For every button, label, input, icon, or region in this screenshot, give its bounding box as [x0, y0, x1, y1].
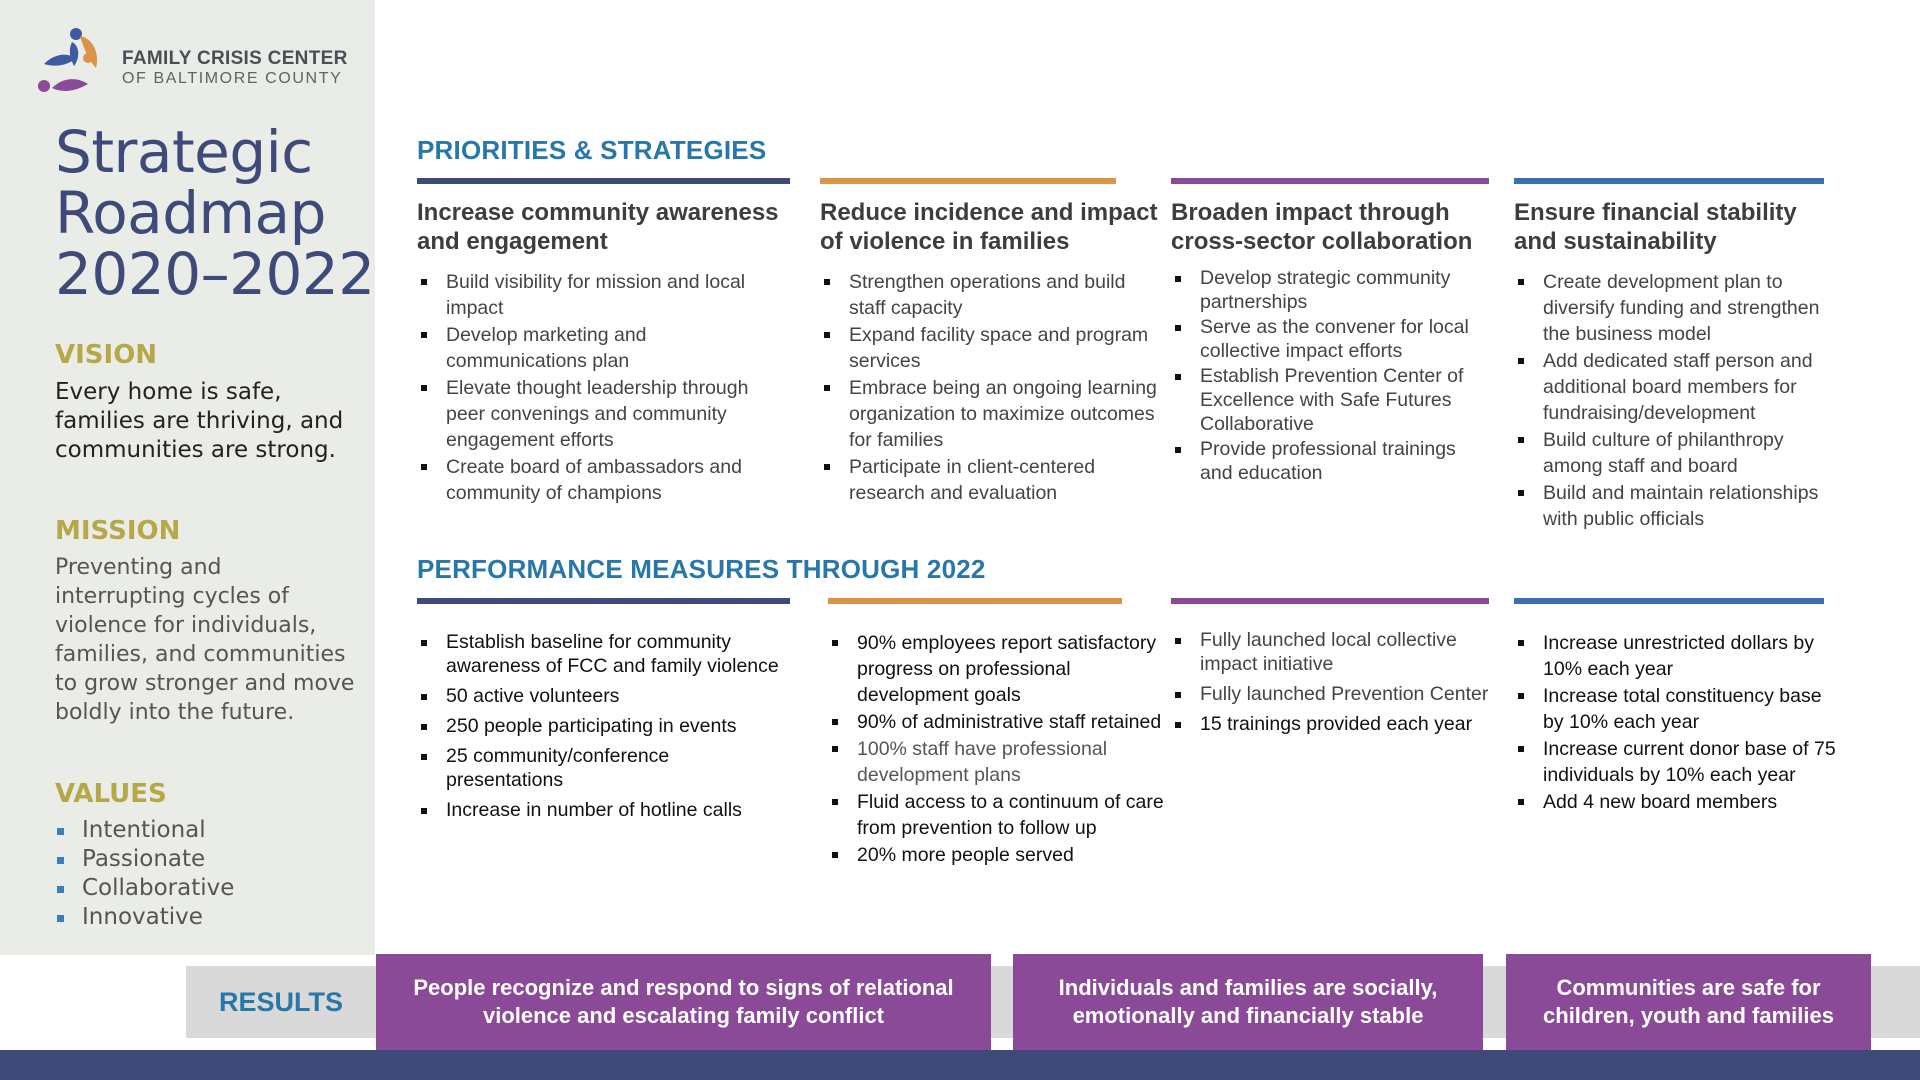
result-box-2: Individuals and families are socially, emotionally and financially stable: [1013, 954, 1483, 1050]
measure-item: Increase current donor base of 75 individuals by 10% each year: [1514, 736, 1844, 788]
column-accent-bar: [1171, 178, 1489, 184]
column-accent-bar: [828, 598, 1122, 604]
strategy-item: Add dedicated staff person and additional board members for fundraising/development: [1514, 348, 1834, 426]
strategy-item: Develop marketing and communications plan: [417, 322, 790, 374]
measure-column-2: [828, 598, 1176, 869]
measure-item: Add 4 new board members: [1514, 789, 1844, 815]
results-label: RESULTS: [218, 986, 343, 1017]
strategy-list: [820, 269, 1165, 506]
priority-heading: Broaden impact through cross-sector collaboration: [1171, 199, 1473, 255]
strategy-list: [1171, 266, 1489, 485]
measure-column-4: [1514, 598, 1844, 816]
values-heading: VALUES: [55, 779, 167, 809]
measure-list: [417, 630, 790, 822]
strategy-list: [1514, 269, 1834, 532]
value-item: Innovative: [55, 903, 234, 932]
title-line-2: Roadmap: [55, 179, 326, 247]
measure-item: 50 active volunteers: [417, 684, 790, 708]
measure-item: Fully launched Prevention Center: [1171, 682, 1503, 706]
measure-item: Increase total constituency base by 10% each year: [1514, 683, 1844, 735]
column-accent-bar: [1171, 598, 1489, 604]
strategy-item: Expand facility space and program services: [820, 322, 1165, 374]
strategy-item: Provide professional trainings and education: [1171, 437, 1489, 485]
result-box-1: People recognize and respond to signs of relational violence and escalating family conflict: [376, 954, 991, 1050]
measure-item: 90% employees report satisfactory progress on professional development goals: [828, 630, 1176, 708]
measure-column-1: [417, 598, 790, 828]
measure-list: [828, 630, 1176, 868]
strategy-item: Create board of ambassadors and community of champions: [417, 454, 790, 506]
strategy-item: Create development plan to diversify funding and strengthen the business model: [1514, 269, 1834, 347]
measure-item: Increase in number of hotline calls: [417, 798, 790, 822]
measure-column-3: [1171, 598, 1503, 742]
logo-name: FAMILY CRISIS CENTER: [122, 48, 348, 69]
value-item: Intentional: [55, 816, 234, 845]
strategy-item: Build and maintain relationships with public officials: [1514, 480, 1834, 532]
priority-heading: Increase community awareness and engagement: [417, 199, 779, 255]
priority-column-4: [1514, 178, 1834, 533]
measure-item: 250 people participating in events: [417, 714, 790, 738]
column-accent-bar: [417, 598, 790, 604]
column-accent-bar: [1514, 178, 1824, 184]
strategy-item: Strengthen operations and build staff capacity: [820, 269, 1165, 321]
strategy-item: Establish Prevention Center of Excellence with Safe Futures Collaborative: [1171, 364, 1489, 436]
vision-heading: VISION: [55, 340, 158, 370]
mission-heading: MISSION: [55, 516, 181, 546]
measure-item: 15 trainings provided each year: [1171, 712, 1503, 736]
measure-item: 90% of administrative staff retained: [828, 709, 1176, 735]
measure-item: Establish baseline for community awareness of FCC and family violence: [417, 630, 790, 678]
values-list: [55, 816, 234, 932]
measure-item: 20% more people served: [828, 842, 1176, 868]
column-accent-bar: [820, 178, 1116, 184]
column-accent-bar: [417, 178, 790, 184]
measure-list: [1514, 630, 1844, 815]
priority-column-3: [1171, 178, 1489, 486]
measure-item: Increase unrestricted dollars by 10% each year: [1514, 630, 1844, 682]
priority-heading: Ensure financial stability and sustainability: [1514, 199, 1797, 255]
strategy-item: Develop strategic community partnerships: [1171, 266, 1489, 314]
strategy-item: Build culture of philanthropy among staff and board: [1514, 427, 1834, 479]
footer-bar: [0, 1050, 1920, 1080]
measure-item: 100% staff have professional development plans: [828, 736, 1176, 788]
priorities-title: PRIORITIES & STRATEGIES: [417, 135, 767, 165]
sidebar: [0, 0, 375, 955]
result-box-3: Communities are safe for children, youth and families: [1506, 954, 1871, 1050]
logo-location: OF BALTIMORE COUNTY: [122, 70, 343, 87]
strategy-item: Embrace being an ongoing learning organization to maximize outcomes for families: [820, 375, 1165, 453]
measure-item: Fully launched local collective impact initiative: [1171, 628, 1503, 676]
measure-list: [1171, 628, 1503, 736]
mission-text: Preventing and interrupting cycles of violence for individuals, families, and communities to grow stronger and move boldly into the future.: [55, 555, 355, 725]
family-figures-icon: [36, 28, 108, 100]
page-title: [55, 118, 375, 308]
strategy-item: Participate in client-centered research and evaluation: [820, 454, 1165, 506]
column-accent-bar: [1514, 598, 1824, 604]
title-line-1: Strategic: [55, 118, 313, 186]
value-item: Passionate: [55, 845, 234, 874]
measure-item: Fluid access to a continuum of care from prevention to follow up: [828, 789, 1176, 841]
priority-column-2: [820, 178, 1165, 507]
strategy-item: Build visibility for mission and local impact: [417, 269, 790, 321]
priority-column-1: [417, 178, 790, 507]
title-line-3: 2020–2022: [55, 240, 375, 308]
strategy-item: Serve as the convener for local collective impact efforts: [1171, 315, 1489, 363]
priority-heading: Reduce incidence and impact of violence in families: [820, 199, 1158, 255]
vision-text: Every home is safe, families are thriving, and communities are strong.: [55, 379, 344, 463]
value-item: Collaborative: [55, 874, 234, 903]
measure-item: 25 community/conference presentations: [417, 744, 790, 792]
organization-logo: [36, 28, 356, 100]
strategy-item: Elevate thought leadership through peer convenings and community engagement efforts: [417, 375, 790, 453]
strategy-list: [417, 269, 790, 506]
measures-title: PERFORMANCE MEASURES THROUGH 2022: [417, 554, 986, 584]
